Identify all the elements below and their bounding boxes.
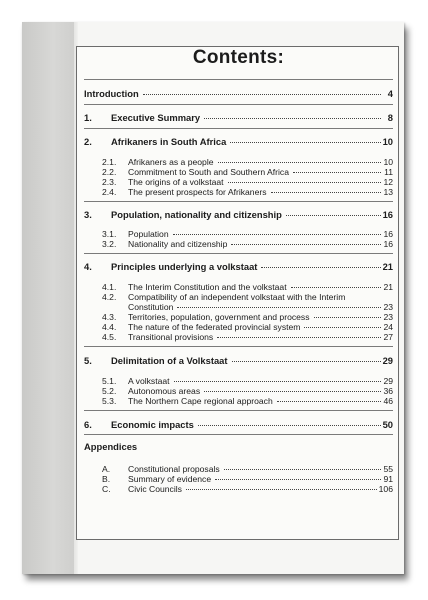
entry-label: The present prospects for Afrikaners: [128, 187, 267, 197]
section-number: 3.1.: [102, 229, 117, 239]
entry-label: A volkstaat: [128, 376, 170, 386]
toc-subentry[interactable]: [84, 187, 393, 198]
entry-label: The Northern Cape regional approach: [128, 396, 273, 406]
page-number: 91: [383, 474, 393, 484]
entry-label: Afrikaners as a people: [128, 157, 214, 167]
page-number: 23: [383, 312, 393, 322]
dot-leader: [291, 286, 381, 288]
dot-leader: [286, 214, 381, 216]
divider: [84, 253, 393, 254]
dot-leader: [231, 243, 381, 245]
entry-label: Executive Summary: [111, 112, 201, 123]
divider: [84, 346, 393, 347]
dot-leader: [173, 233, 381, 235]
toc-subentry[interactable]: [84, 396, 393, 407]
entry-label: Compatibility of an independent volkstaat with the Interim: [128, 292, 346, 302]
divider: [84, 410, 393, 411]
dot-leader: [215, 478, 381, 480]
dot-leader: [143, 93, 381, 95]
dot-leader: [198, 424, 381, 426]
page-number: 8: [387, 112, 393, 123]
dot-leader: [204, 390, 381, 392]
section-number: 4.5.: [102, 332, 117, 342]
page-number: 16: [383, 239, 393, 249]
chapter-number: 6.: [84, 419, 92, 430]
dot-leader: [174, 380, 381, 382]
page-spine-band: [22, 22, 74, 574]
entry-label: Constitutional proposals: [128, 464, 220, 474]
entry-label: Commitment to South and Southern Africa: [128, 167, 289, 177]
toc-subentry[interactable]: [84, 332, 393, 343]
toc-entry-chapter-2[interactable]: [84, 136, 393, 147]
entry-label: Delimitation of a Volkstaat: [111, 355, 228, 366]
dot-leader: [217, 336, 381, 338]
dot-leader: [271, 191, 381, 193]
section-number: 4.4.: [102, 322, 117, 332]
appendix-letter: B.: [102, 474, 111, 484]
chapter-number: 4.: [84, 261, 92, 272]
dot-leader: [261, 266, 380, 268]
entry-label: Introduction: [84, 88, 139, 99]
page-number: 23: [383, 302, 393, 312]
entry-label: Principles underlying a volkstaat: [111, 261, 258, 272]
divider: [84, 104, 393, 105]
entry-label: Constitution: [128, 302, 174, 312]
dot-leader: [177, 306, 381, 308]
chapter-number: 1.: [84, 112, 92, 123]
page-number: 13: [383, 187, 393, 197]
entry-label: Population: [128, 229, 169, 239]
chapter-number: 2.: [84, 136, 92, 147]
dot-leader: [224, 468, 381, 470]
entry-label: Economic impacts: [111, 419, 194, 430]
entry-label: The Interim Constitution and the volkstaat: [128, 282, 287, 292]
dot-leader: [304, 326, 381, 328]
divider: [84, 201, 393, 202]
divider: [84, 79, 393, 80]
toc-entry-introduction[interactable]: [84, 88, 393, 99]
section-number: 2.4.: [102, 187, 117, 197]
section-number: 5.1.: [102, 376, 117, 386]
page-number: 12: [383, 177, 393, 187]
section-number: 2.1.: [102, 157, 117, 167]
dot-leader: [230, 141, 380, 143]
dot-leader: [218, 161, 381, 163]
section-number: 4.3.: [102, 312, 117, 322]
page-number: 24: [383, 322, 393, 332]
page-number: 16: [383, 229, 393, 239]
section-number: 4.2.: [102, 292, 117, 302]
toc-entry-chapter-1[interactable]: [84, 112, 393, 123]
dot-leader: [204, 117, 381, 119]
page-title: Contents:: [192, 47, 285, 68]
appendix-letter: A.: [102, 464, 111, 474]
dot-leader: [186, 488, 377, 490]
entry-label: Transitional provisions: [128, 332, 214, 342]
section-number: 5.2.: [102, 386, 117, 396]
page-number: 27: [383, 332, 393, 342]
page-number: 21: [383, 282, 393, 292]
section-number: 3.2.: [102, 239, 117, 249]
dot-leader: [314, 316, 381, 318]
page-number: 10: [383, 157, 393, 167]
entry-label: Summary of evidence: [128, 474, 212, 484]
page-number: 36: [383, 386, 393, 396]
toc-entry-chapter-4[interactable]: [84, 261, 393, 272]
chapter-number: 5.: [84, 355, 92, 366]
toc-entry-chapter-6[interactable]: [84, 419, 393, 430]
section-number: 5.3.: [102, 396, 117, 406]
page-number: 11: [384, 167, 393, 177]
entry-label: Population, nationality and citizenship: [111, 209, 282, 220]
entry-label: Autonomous areas: [128, 386, 201, 396]
toc-appendix-entry[interactable]: [84, 484, 393, 495]
dot-leader: [228, 181, 381, 183]
toc-subentry[interactable]: [84, 239, 393, 250]
page-number: 29: [383, 376, 393, 386]
entry-label: Afrikaners in South Africa: [111, 136, 227, 147]
appendix-letter: C.: [102, 484, 111, 494]
section-number: 2.3.: [102, 177, 117, 187]
section-number: 2.2.: [102, 167, 117, 177]
entry-label: The origins of a volkstaat: [128, 177, 224, 187]
dot-leader: [232, 360, 381, 362]
page-number: 50: [382, 419, 393, 430]
dot-leader: [277, 400, 381, 402]
dot-leader: [293, 171, 381, 173]
page-number: 106: [378, 484, 393, 494]
page-number: 16: [382, 209, 393, 220]
entry-label: Nationality and citizenship: [128, 239, 228, 249]
page-number: 21: [382, 261, 393, 272]
toc-entry-chapter-5[interactable]: [84, 355, 393, 366]
entry-label: Civic Councils: [128, 484, 182, 494]
chapter-number: 3.: [84, 209, 92, 220]
page-number: 10: [382, 136, 393, 147]
divider: [84, 128, 393, 129]
entry-label: Territories, population, government and process: [128, 312, 310, 322]
contents-list: [84, 46, 393, 540]
page-number: 55: [383, 464, 393, 474]
section-number: 4.1.: [102, 282, 117, 292]
page-number: 4: [387, 88, 393, 99]
appendices-heading: Appendices: [84, 441, 138, 452]
toc-entry-chapter-3[interactable]: [84, 209, 393, 220]
divider: [84, 434, 393, 435]
page-number: 29: [382, 355, 393, 366]
entry-label: The nature of the federated provincial system: [128, 322, 301, 332]
page-number: 46: [383, 396, 393, 406]
